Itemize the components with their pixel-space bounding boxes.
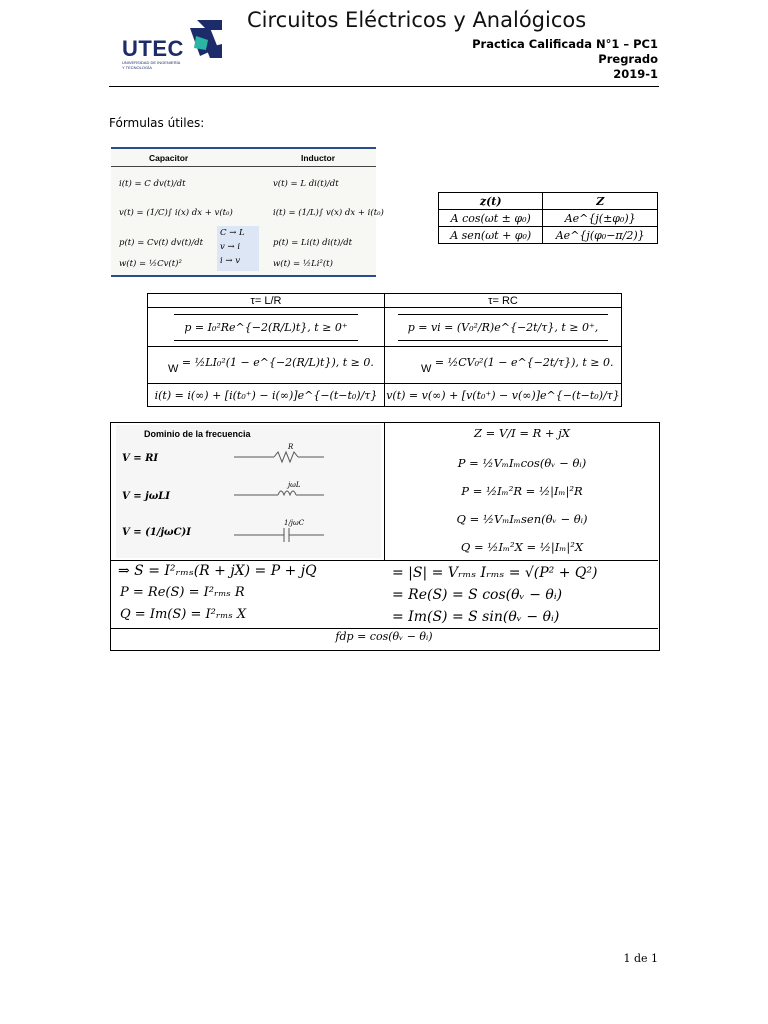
ind-row: v(t) = L di(t)/dt [273,179,339,189]
page-number: 1 de 1 [623,952,658,965]
q-im-eq: Q = Im(S) = I²ᵣₘₛ X [120,607,247,622]
tau-header: τ= L/R [148,294,385,308]
logo-subtitle: UNIVERSIDAD DE INGENIERÍA Y TECNOLOGÍA [122,60,181,70]
inductor-icon [234,485,324,505]
phasor-cell: Ae^{j(±φ₀)} [543,210,658,227]
capacitor-icon [234,525,324,545]
re-s-eq: = Re(S) = S cos(θᵥ − θᵢ) [392,587,563,603]
phasor-cell: Ae^{j(φ₀−π/2)} [543,227,658,244]
frequency-domain-figure: Dominio de la frecuencia V = RI V = jωLI V = (1/jωC)I R jωL 1/jωC [116,425,381,558]
inductor-header: Inductor [301,153,335,163]
header-rule [109,86,659,87]
freq-title: Dominio de la frecuencia [144,429,251,439]
energy-label: W [168,362,179,375]
im-s-eq: = Im(S) = S sin(θᵥ − θᵢ) [392,609,560,625]
tau-header: τ= RC [385,294,622,308]
time-constant-table [147,293,622,407]
resistor-icon [234,447,324,467]
ind-row: p(t) = Li(t) di(t)/dt [273,238,353,248]
swap-box: C → L v → i i → v [217,226,259,271]
energy-rl: = ½LI₀²(1 − e^{−2(R/L)t}), t ≥ 0. [181,355,374,369]
ind-row: i(t) = (1/L)∫ v(x) dx + i(t₀) [273,208,384,218]
cap-row: i(t) = C dv(t)/dt [119,179,186,189]
inductor-eq: V = jωLI [122,491,170,502]
exam-name: Practica Calificada N°1 – PC1 [472,37,658,51]
cap-row: v(t) = (1/C)∫ i(x) dx + v(t₀) [119,208,233,218]
reactive-power-eq2: Q = ½Iₘ²X = ½|Iₘ|²X [460,540,584,554]
logo-text: UTEC [122,36,184,61]
cap-row: p(t) = Cv(t) dv(t)/dt [119,238,204,248]
power-rc: p = vi = (V₀²/R)e^{−2t/τ}, t ≥ 0⁺, [398,314,609,341]
document-title: Circuitos Eléctricos y Analógicos [247,8,587,32]
semester: 2019-1 [613,67,658,81]
energy-label: W [421,362,432,375]
p-re-eq: P = Re(S) = I²ᵣₘₛ R [120,585,245,600]
phasor-table [438,192,658,244]
power-factor-eq: fdp = cos(θᵥ − θᵢ) [335,630,433,643]
current-response: i(t) = i(∞) + [i(t₀⁺) − i(∞)]e^{−(t−t₀)/τ} [148,384,385,407]
voltage-response: v(t) = v(∞) + [v(t₀⁺) − v(∞)]e^{−(t−t₀)/τ} [385,384,622,407]
impedance-eq: Z = V/I = R + jX [474,426,570,440]
active-power-eq2: P = ½Iₘ²R = ½|Iₘ|²R [461,484,583,498]
resistor-eq: V = RI [122,453,159,464]
complex-power-eq: ⇒ S = I²ᵣₘₛ(R + jX) = P + jQ [118,563,317,579]
phasor-header: Z [543,193,658,210]
formulas-label: Fórmulas útiles: [109,116,205,130]
phasor-header: z(t) [439,193,543,210]
ind-row: w(t) = ½Li²(t) [273,259,333,269]
cap-row: w(t) = ½Cv(t)² [119,259,182,269]
active-power-eq: P = ½VₘIₘcos(θᵥ − θᵢ) [457,456,587,470]
power-rl: p = I₀²Re^{−2(R/L)t}, t ≥ 0⁺ [174,314,357,341]
level: Pregrado [598,52,658,66]
capacitor-header: Capacitor [149,153,189,163]
capacitor-inductor-table [111,147,384,277]
apparent-power-eq: = |S| = Vᵣₘₛ Iᵣₘₛ = √(P² + Q²) [392,565,598,581]
reactive-power-eq: Q = ½VₘIₘsen(θᵥ − θᵢ) [456,512,588,526]
phasor-cell: A sen(ωt + φ₀) [439,227,543,244]
phasor-cell: A cos(ωt ± φ₀) [439,210,543,227]
energy-rc: = ½CV₀²(1 − e^{−2t/τ}), t ≥ 0. [434,355,614,369]
capacitor-eq: V = (1/jωC)I [122,527,191,538]
